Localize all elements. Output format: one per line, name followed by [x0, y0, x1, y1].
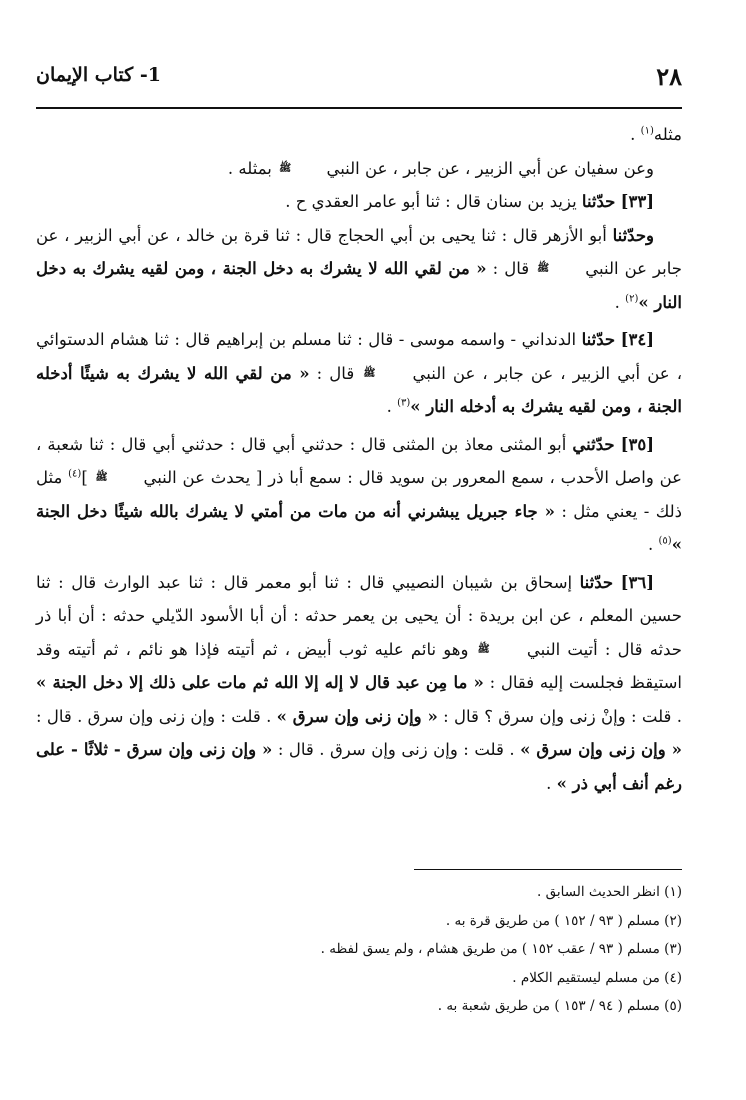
hadith-36: [٣٦] حدّثنا إسحاق بن شيبان النصيبي قال : ثنا أبو معمر قال : ثنا عبد الوارث قال : ثنا حسين المعلم ، عن ابن بريدة : أن يحيى بن يعمر حدثه : أن أبا الأسود الدّيلي حدثه : أن أبا ذر حدثه قال : أتيت النبي ﷺ وهو نائم عليه ثوب أبيض ، ثم أتيته فإذا هو نائم ، ثم أتيته وقد استيقظ فجلست إليه فقال : « ما مِن عبد قال لا إله إلا الله ثم مات على ذلك إلا دخل الجنة » . قلت : وإنْ زنى وإن سرق ؟ قال : « وإن زنى وإن سرق » . قلت : وإن زنى وإن سرق . قال : « وإن زنى وإن سرق » . قلت : وإن زنى وإن سرق . قال : « وإن زنى وإن سرق - ثلاثًا - على رغم أنف أبي ذر » .: [36, 572, 682, 793]
footnote-4: (٤) من مسلم ليستقيم الكلام .: [512, 969, 682, 986]
footnote-ref: (٥): [658, 535, 672, 547]
hadith-33-text: وحدّثنا أبو الأزهر قال : ثنا يحيى بن أبي الحجاج قال : ثنا قرة بن خالد ، عن أبي الزبير ، عن جابر عن النبي ﷺ قال : « من لقي الله لا يشرك به دخل الجنة ، ومن لقيه يشرك به دخل النار »$^{(٢)}$ .: [36, 225, 682, 312]
footnote-ref: (٢): [625, 293, 639, 304]
footnote-5: (٥) مسلم ( ٩٤ / ١٥٣ ) من طريق شعبة به .: [437, 998, 682, 1014]
hadith-number: [٣٤]: [620, 330, 655, 349]
paragraph-0: مثله$^{(١)}$ .: [630, 125, 682, 144]
paragraph-1: وعن سفيان عن أبي الزبير ، عن جابر ، عن النبي ﷺ بمثله .: [36, 152, 682, 186]
hadith-number: [٣٥]: [620, 434, 655, 454]
footnote-1: (١) انظر الحديث السابق .: [536, 884, 682, 900]
hadith-quote: « من لقي الله لا يشرك به دخل الجنة ، ومن لقيه يشرك به دخل النار »: [36, 259, 682, 312]
salawat-mark: ﷺ: [537, 263, 550, 274]
hadith-quote: « ما مِن عبد قال لا إله إلا الله ثم مات على ذلك إلا دخل الجنة »: [36, 673, 484, 692]
page-number: ٢٨: [656, 62, 682, 91]
footnote-2: (٢) مسلم ( ٩٣ / ١٥٢ ) من طريق قرة به .: [445, 912, 682, 929]
main-text: [36, 118, 682, 800]
hadith-33: [٣٣] حدّثنا يزيد بن سنان قال : ثنا أبو عامر العقدي ح .: [285, 192, 654, 211]
hadith-number: [٣٦]: [620, 572, 654, 592]
hadith-number: [٣٣]: [620, 192, 654, 211]
footnote-ref: (٣): [397, 397, 411, 409]
salawat-mark: ﷺ: [363, 367, 376, 379]
hadith-35: [٣٥] حدّثني أبو المثنى معاذ بن المثنى قال : حدثني أبي قال : حدثني أبي قال : ثنا شعبة ، عن واصل الأحدب ، سمع المعرور بن سويد قال : سمع أبا ذر [ يحدث عن النبي ﷺ ]$^{(٤)}$ مثل ذلك - يعني مثل : « جاء جبريل يبشرني أنه من مات من أمتي لا يشرك بالله شيئًا دخل الجنة »$^{(٥)}$ .: [36, 434, 682, 554]
salawat-mark: ﷺ: [95, 472, 108, 483]
footnote-3: (٣) مسلم ( ٩٣ / عقب ١٥٢ ) من طريق هشام ، ولم يسق لفظه .: [320, 941, 682, 957]
hadith-quote: « وإن زنى وإن سرق »: [276, 706, 438, 726]
hadith-quote: « وإن زنى وإن سرق - ثلاثًا - على رغم أنف أبي ذر »: [36, 740, 682, 793]
hadith-quote: « جاء جبريل يبشرني أنه من مات من أمتي لا يشرك بالله شيئًا دخل الجنة »: [36, 501, 682, 554]
footnote-rule: [414, 869, 682, 870]
hadith-quote: « وإن زنى وإن سرق »: [520, 740, 682, 759]
footnote-ref: (١): [640, 125, 654, 137]
footnotes: [36, 878, 682, 1021]
page-header: [36, 62, 682, 102]
footnote-ref: (٤): [68, 468, 82, 480]
header-rule: [36, 107, 682, 109]
salawat-mark: ﷺ: [477, 643, 490, 655]
hadith-quote: « من لقي الله لا يشرك به شيئًا أدخله الجنة ، ومن لقيه يشرك به أدخله النار »: [36, 363, 682, 416]
hadith-34: [٣٤] حدّثنا الدنداني - واسمه موسى - قال : ثنا مسلم بن إبراهيم قال : ثنا هشام الدستوائي ، عن أبي الزبير ، عن جابر ، عن النبي ﷺ قال : « من لقي الله لا يشرك به شيئًا أدخله الجنة ، ومن لقيه يشرك به أدخله النار »$^{(٣)}$ .: [36, 330, 683, 416]
salawat-mark: ﷺ: [279, 162, 292, 174]
running-title: 1- كتاب الإيمان: [36, 64, 161, 86]
